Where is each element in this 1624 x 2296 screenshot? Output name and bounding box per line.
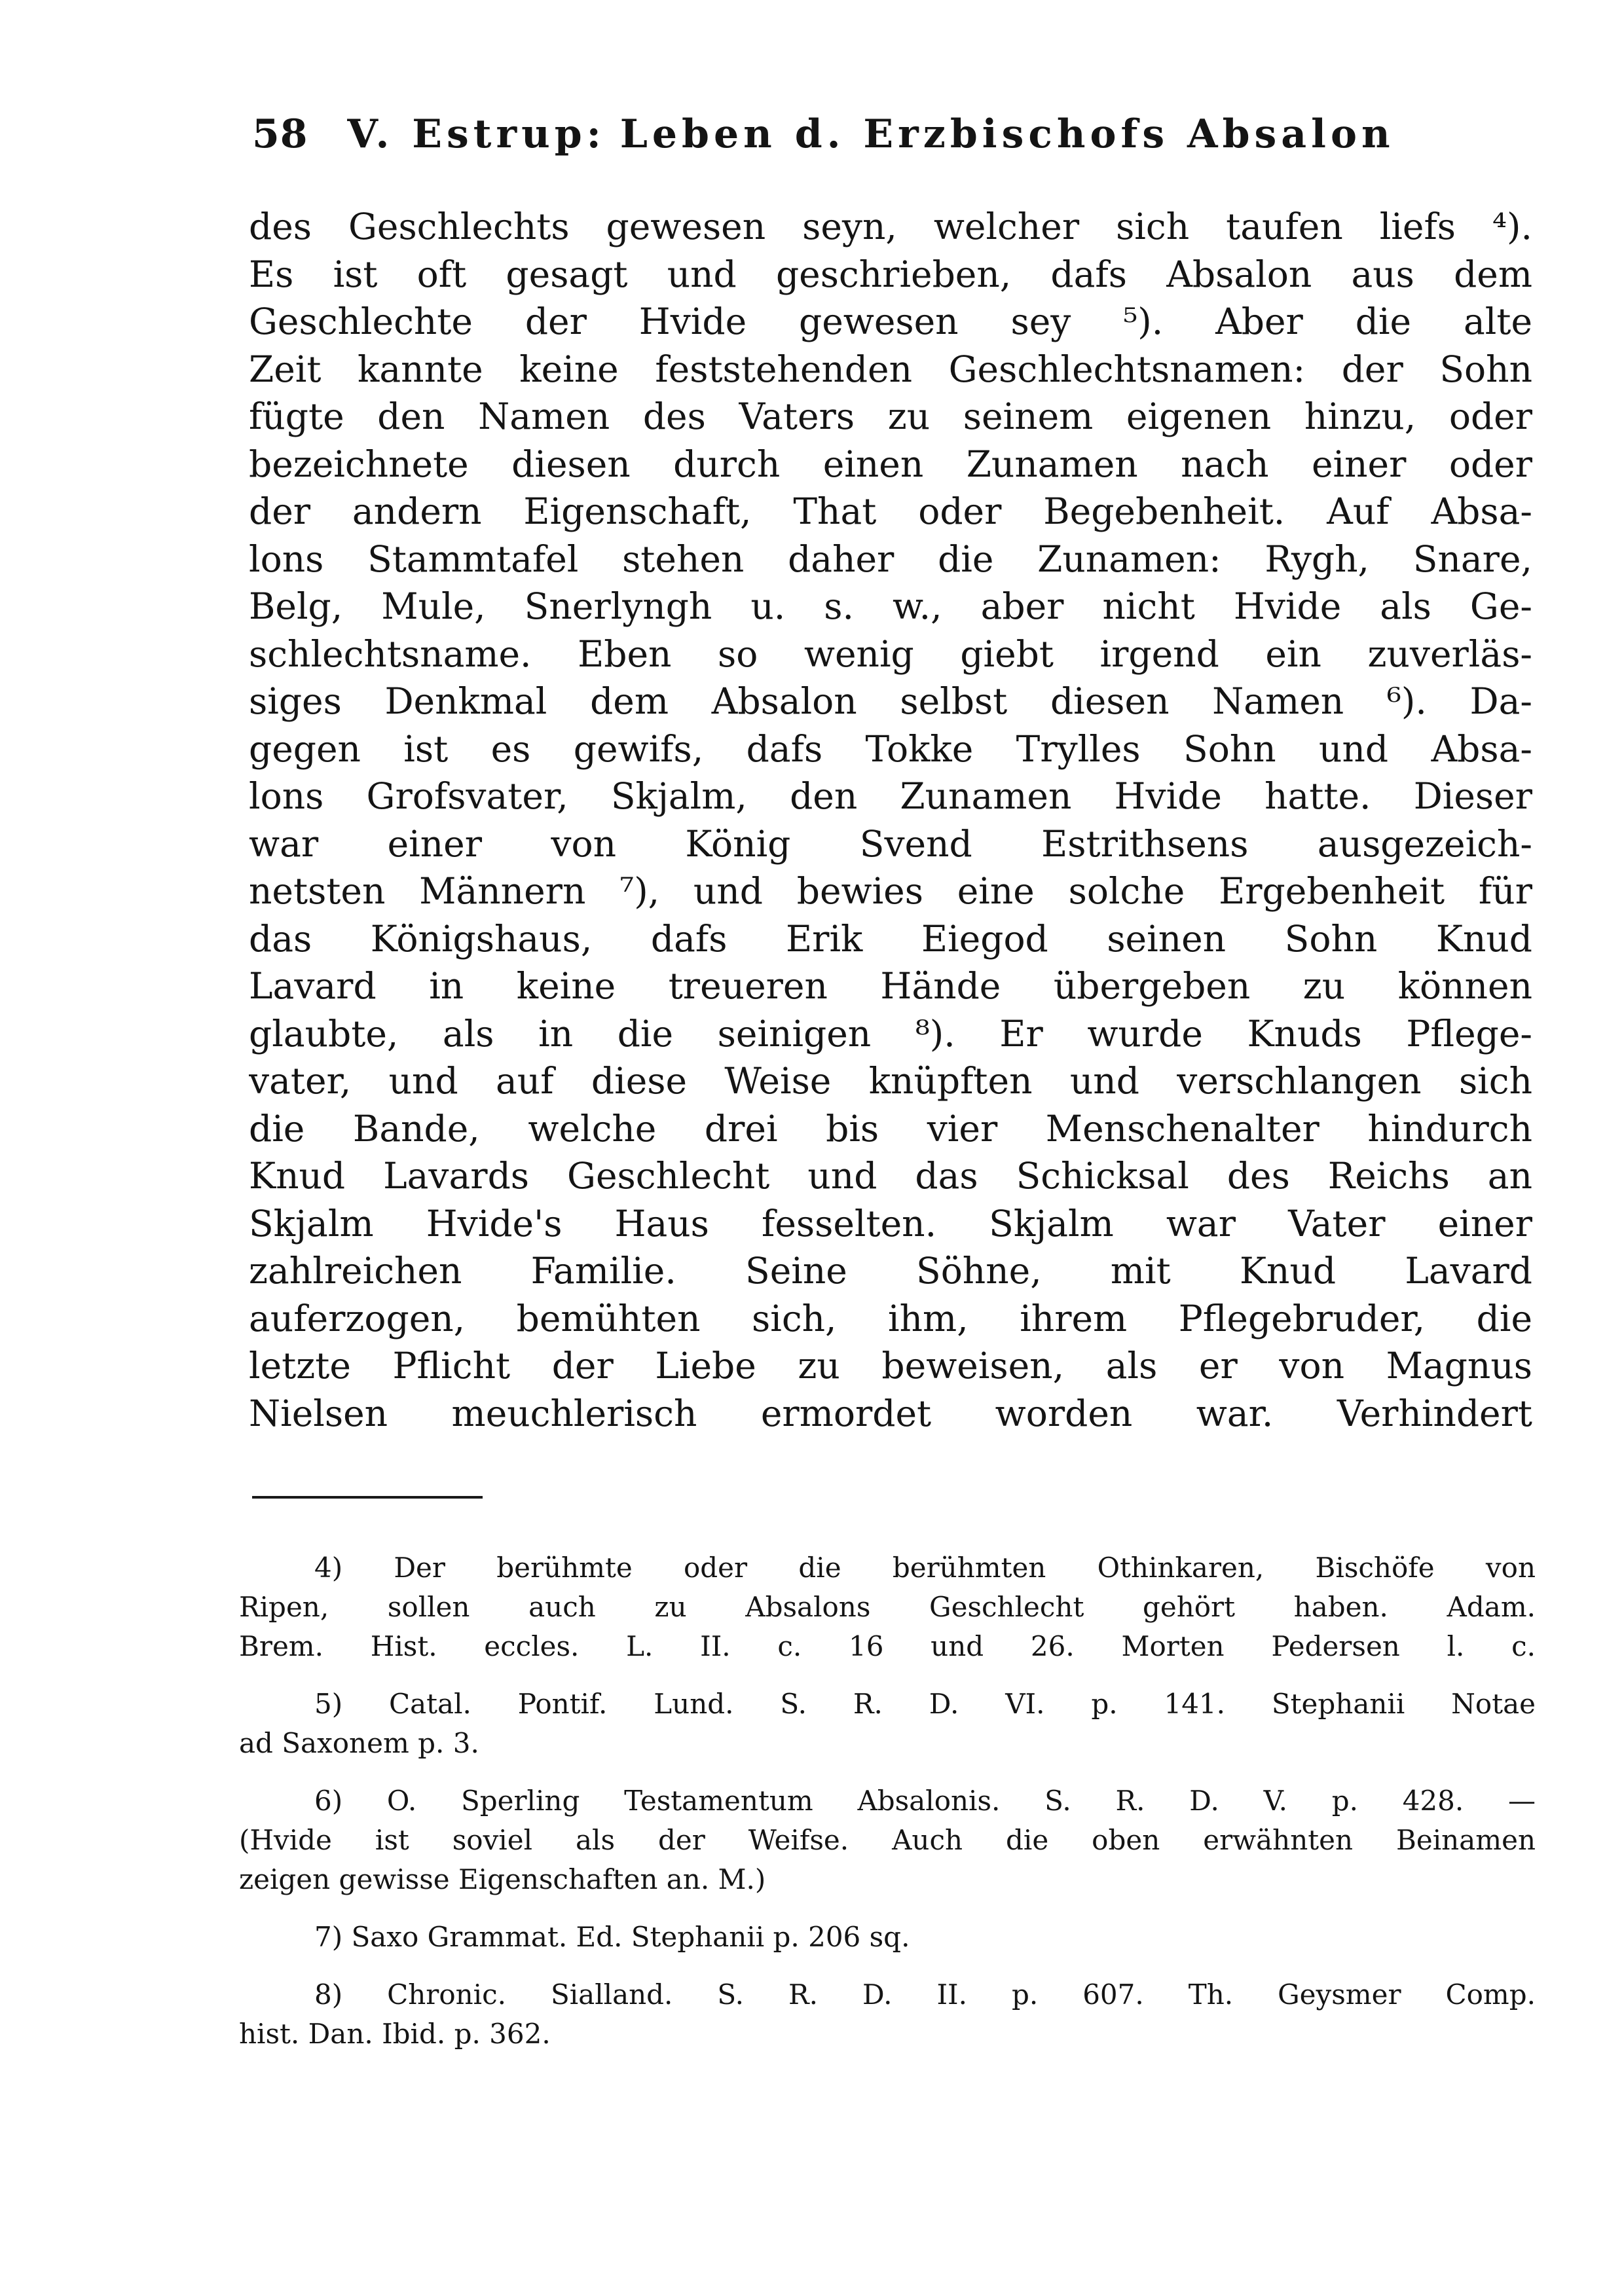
footnote-line: 7) Saxo Grammat. Ed. Stephanii p. 206 sq.: [314, 1921, 910, 1953]
text-line: die Bande, welche drei bis vier Menschenalter hindurch: [249, 1107, 1532, 1150]
header-title: Leben d. Erzbischofs Absalon: [619, 111, 1395, 157]
footnote-line: (Hvide ist soviel als der Weifse. Auch die oben erwähnten Beinamen: [239, 1824, 1536, 1856]
text-line: gegen ist es gewifs, dafs Tokke Trylles Sohn und Absa-: [249, 727, 1532, 770]
text-line: zahlreichen Familie. Seine Söhne, mit Knud Lavard: [249, 1250, 1532, 1292]
text-line: Lavard in keine treueren Hände übergeben zu können: [249, 965, 1532, 1007]
text-line: Skjalm Hvide's Haus fesselten. Skjalm war Vater einer: [249, 1202, 1532, 1245]
text-line: glaubte, als in die seinigen ⁸). Er wurde Knuds Pflege-: [249, 1012, 1532, 1055]
footnote-line: 8) Chronic. Sialland. S. R. D. II. p. 607. Th. Geysmer Comp.: [314, 1978, 1536, 2011]
footnote-6: [239, 1781, 1536, 1899]
text-line: Belg, Mule, Snerlyngh u. s. w., aber nicht Hvide als Ge-: [249, 585, 1532, 627]
footnote-line: 4) Der berühmte oder die berühmten Othinkaren, Bischöfe von: [314, 1552, 1536, 1584]
text-line: lons Stammtafel stehen daher die Zunamen: Rygh, Snare,: [249, 538, 1532, 580]
footnote-line: Brem. Hist. eccles. L. II. c. 16 und 26. Morten Pedersen l. c.: [239, 1630, 1536, 1662]
text-line: war einer von König Svend Estrithsens ausgezeich-: [249, 822, 1532, 865]
running-header: [252, 111, 1549, 157]
page-number: 58: [252, 111, 308, 157]
text-line: Knud Lavards Geschlecht und das Schicksal des Reichs an: [249, 1155, 1532, 1197]
text-line: vater, und auf diese Weise knüpften und verschlangen sich: [249, 1060, 1532, 1102]
header-author: V. Estrup:: [347, 111, 606, 157]
text-line: Es ist oft gesagt und geschrieben, dafs Absalon aus dem: [249, 253, 1532, 295]
footnote-line: 5) Catal. Pontif. Lund. S. R. D. VI. p. 141. Stephanii Notae: [314, 1688, 1536, 1720]
text-line: das Königshaus, dafs Erik Eiegod seinen Sohn Knud: [249, 917, 1532, 960]
text-line: Zeit kannte keine feststehenden Geschlechtsnamen: der Sohn: [249, 348, 1532, 390]
text-line: fügte den Namen des Vaters zu seinem eigenen hinzu, oder: [249, 395, 1532, 437]
footnote-line: hist. Dan. Ibid. p. 362.: [239, 2018, 551, 2050]
text-line: netsten Männern ⁷), und bewies eine solche Ergebenheit für: [249, 870, 1532, 912]
text-line: bezeichnete diesen durch einen Zunamen nach einer oder: [249, 443, 1532, 485]
footnote-7: [239, 1918, 1536, 1957]
footnote-line: 6) O. Sperling Testamentum Absalonis. S. R. D. V. p. 428. —: [314, 1785, 1536, 1817]
footnote-8: [239, 1975, 1536, 2054]
text-line: Nielsen meuchlerisch ermordet worden war. Verhindert: [249, 1392, 1532, 1434]
main-text: [249, 203, 1532, 1437]
text-line: der andern Eigenschaft, That oder Begebenheit. Auf Absa-: [249, 490, 1532, 532]
text-line: siges Denkmal dem Absalon selbst diesen Namen ⁶). Da-: [249, 680, 1532, 722]
footnote-5: [239, 1685, 1536, 1763]
text-line: auferzogen, bemühten sich, ihm, ihrem Pflegebruder, die: [249, 1297, 1532, 1339]
footnote-4: [239, 1548, 1536, 1666]
text-line: Geschlechte der Hvide gewesen sey ⁵). Aber die alte: [249, 301, 1532, 342]
footnote-divider: [252, 1496, 483, 1499]
text-line: letzte Pflicht der Liebe zu beweisen, als er von Magnus: [249, 1345, 1532, 1387]
text-line: lons Grofsvater, Skjalm, den Zunamen Hvide hatte. Dieser: [249, 775, 1532, 817]
text-line: schlechtsname. Eben so wenig giebt irgend ein zuverläs-: [249, 632, 1532, 675]
text-line: des Geschlechts gewesen seyn, welcher sich taufen liefs ⁴).: [249, 206, 1532, 247]
footnote-line: zeigen gewisse Eigenschaften an. M.): [239, 1863, 766, 1895]
footnote-line: Ripen, sollen auch zu Absalons Geschlecht gehört haben. Adam.: [239, 1591, 1536, 1623]
footnote-line: ad Saxonem p. 3.: [239, 1727, 479, 1759]
footnotes: [239, 1548, 1536, 2072]
